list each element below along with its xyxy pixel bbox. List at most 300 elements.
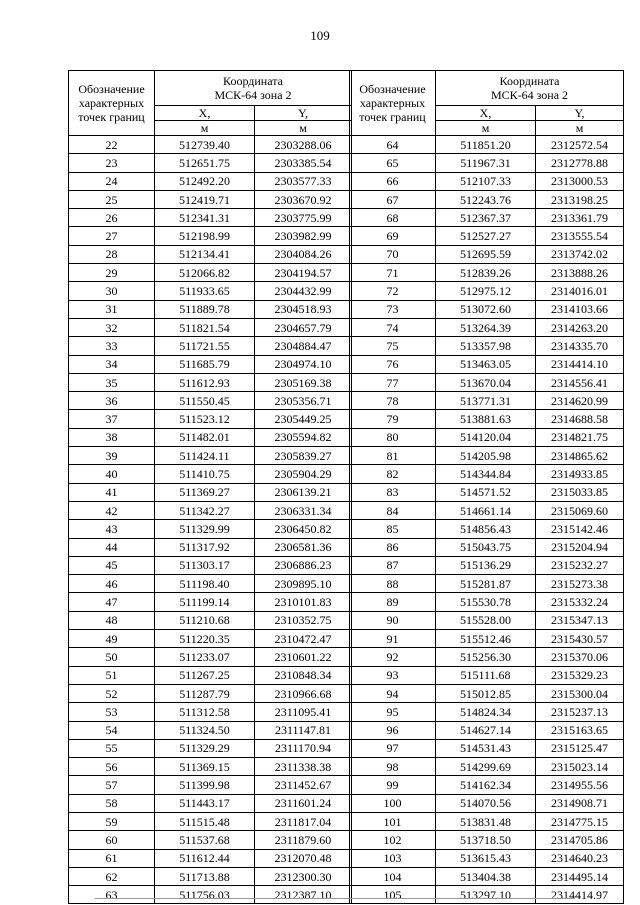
table-row bbox=[350, 483, 624, 501]
point-number: 40 bbox=[69, 465, 155, 483]
x-value: 512527.27 bbox=[436, 227, 536, 245]
x-value: 511685.79 bbox=[155, 355, 255, 373]
point-number: 101 bbox=[350, 812, 436, 830]
coordinate-system: МСК-64 зона 2 bbox=[214, 88, 292, 102]
y-value: 2304884.47 bbox=[255, 337, 352, 355]
y-value: 2310472.47 bbox=[255, 630, 352, 648]
x-value: 515012.85 bbox=[436, 684, 536, 702]
x-value: 511889.78 bbox=[155, 300, 255, 318]
y-value: 2306450.82 bbox=[255, 520, 352, 538]
x-value: 512695.59 bbox=[436, 245, 536, 263]
x-value: 513831.48 bbox=[436, 812, 536, 830]
y-value: 2310848.34 bbox=[255, 666, 352, 684]
y-value: 2314821.75 bbox=[536, 428, 624, 446]
y-value: 2312387.10 bbox=[255, 886, 352, 904]
y-value: 2311601.24 bbox=[255, 794, 352, 812]
y-value: 2310101.83 bbox=[255, 593, 352, 611]
x-value: 511612.93 bbox=[155, 373, 255, 391]
coordinate-system: МСК-64 зона 2 bbox=[490, 88, 569, 102]
x-value: 512107.33 bbox=[436, 172, 536, 190]
y-value: 2314908.71 bbox=[536, 794, 624, 812]
x-value: 511933.65 bbox=[155, 282, 255, 300]
y-value: 2312778.88 bbox=[536, 154, 624, 172]
y-value: 2304518.93 bbox=[255, 300, 352, 318]
x-value: 515512.46 bbox=[436, 630, 536, 648]
point-number: 74 bbox=[350, 318, 436, 336]
coordinates-table-left bbox=[68, 70, 352, 904]
y-value: 2305169.38 bbox=[255, 373, 352, 391]
point-number: 62 bbox=[69, 867, 155, 885]
point-number: 57 bbox=[69, 776, 155, 794]
x-header: X, bbox=[436, 106, 536, 121]
x-value: 515256.30 bbox=[436, 648, 536, 666]
table-row bbox=[69, 538, 352, 556]
x-value: 515528.00 bbox=[436, 611, 536, 629]
y-value: 2313361.79 bbox=[536, 209, 624, 227]
table-row bbox=[350, 520, 624, 538]
x-value: 511523.12 bbox=[155, 410, 255, 428]
y-value: 2305594.82 bbox=[255, 428, 352, 446]
x-value: 514531.43 bbox=[436, 739, 536, 757]
table-row bbox=[350, 556, 624, 574]
table-row bbox=[69, 849, 352, 867]
x-value: 511443.17 bbox=[155, 794, 255, 812]
point-number: 28 bbox=[69, 245, 155, 263]
table-row bbox=[69, 794, 352, 812]
y-value: 2314263.20 bbox=[536, 318, 624, 336]
y-value: 2305449.25 bbox=[255, 410, 352, 428]
table-row bbox=[350, 575, 624, 593]
y-value: 2314865.62 bbox=[536, 447, 624, 465]
x-value: 511515.48 bbox=[155, 812, 255, 830]
y-value: 2306139.21 bbox=[255, 483, 352, 501]
x-value: 513881.63 bbox=[436, 410, 536, 428]
y-value: 2304974.10 bbox=[255, 355, 352, 373]
table-row bbox=[350, 410, 624, 428]
table-row bbox=[350, 867, 624, 885]
x-value: 512492.20 bbox=[155, 172, 255, 190]
table-row bbox=[350, 666, 624, 684]
point-number: 24 bbox=[69, 172, 155, 190]
table-row bbox=[69, 684, 352, 702]
table-row bbox=[69, 831, 352, 849]
point-number: 91 bbox=[350, 630, 436, 648]
y-value: 2312300.30 bbox=[255, 867, 352, 885]
x-value: 511482.01 bbox=[155, 428, 255, 446]
y-value: 2311170.94 bbox=[255, 739, 352, 757]
y-value: 2314775.15 bbox=[536, 812, 624, 830]
table-row bbox=[69, 154, 352, 172]
point-number: 85 bbox=[350, 520, 436, 538]
y-value: 2314016.01 bbox=[536, 282, 624, 300]
x-unit: м bbox=[155, 121, 255, 136]
point-number: 105 bbox=[350, 886, 436, 904]
table-row bbox=[69, 666, 352, 684]
point-number: 77 bbox=[350, 373, 436, 391]
x-value: 514661.14 bbox=[436, 501, 536, 519]
point-number: 48 bbox=[69, 611, 155, 629]
table-row bbox=[350, 812, 624, 830]
point-number: 84 bbox=[350, 501, 436, 519]
point-number: 83 bbox=[350, 483, 436, 501]
table-row bbox=[350, 776, 624, 794]
point-number: 76 bbox=[350, 355, 436, 373]
point-number: 22 bbox=[69, 136, 155, 154]
x-value: 514070.56 bbox=[436, 794, 536, 812]
y-value: 2314335.70 bbox=[536, 337, 624, 355]
point-number: 104 bbox=[350, 867, 436, 885]
point-number: 44 bbox=[69, 538, 155, 556]
table-row bbox=[350, 703, 624, 721]
y-value: 2311817.04 bbox=[255, 812, 352, 830]
y-value: 2309895.10 bbox=[255, 575, 352, 593]
point-number: 52 bbox=[69, 684, 155, 702]
point-number: 89 bbox=[350, 593, 436, 611]
point-number: 53 bbox=[69, 703, 155, 721]
table-row bbox=[350, 794, 624, 812]
y-value: 2314688.58 bbox=[536, 410, 624, 428]
x-value: 514824.34 bbox=[436, 703, 536, 721]
point-number: 55 bbox=[69, 739, 155, 757]
point-number: 31 bbox=[69, 300, 155, 318]
table-row bbox=[69, 739, 352, 757]
table-row bbox=[350, 538, 624, 556]
table-row bbox=[350, 648, 624, 666]
point-number: 68 bbox=[350, 209, 436, 227]
table-row bbox=[69, 245, 352, 263]
x-value: 514344.84 bbox=[436, 465, 536, 483]
y-value: 2315069.60 bbox=[536, 501, 624, 519]
x-unit: м bbox=[436, 121, 536, 136]
y-value: 2303670.92 bbox=[255, 190, 352, 208]
x-value: 512243.76 bbox=[436, 190, 536, 208]
y-header: Y, bbox=[536, 106, 624, 121]
coordinates-body-left bbox=[69, 136, 352, 904]
x-value: 513072.60 bbox=[436, 300, 536, 318]
point-number: 41 bbox=[69, 483, 155, 501]
x-value: 511312.58 bbox=[155, 703, 255, 721]
y-value: 2306886.23 bbox=[255, 556, 352, 574]
table-row bbox=[350, 245, 624, 263]
y-value: 2310966.68 bbox=[255, 684, 352, 702]
point-number: 56 bbox=[69, 758, 155, 776]
y-value: 2303775.99 bbox=[255, 209, 352, 227]
table-row bbox=[69, 630, 352, 648]
table-row bbox=[350, 136, 624, 154]
x-value: 511199.14 bbox=[155, 593, 255, 611]
x-value: 511303.17 bbox=[155, 556, 255, 574]
y-value: 2315347.13 bbox=[536, 611, 624, 629]
point-number: 100 bbox=[350, 794, 436, 812]
point-number: 71 bbox=[350, 264, 436, 282]
page-number: 109 bbox=[310, 28, 330, 43]
y-value: 2310352.75 bbox=[255, 611, 352, 629]
coordinate-header bbox=[155, 71, 352, 106]
table-row bbox=[350, 373, 624, 391]
coordinate-title: Координата bbox=[499, 74, 560, 88]
point-number: 72 bbox=[350, 282, 436, 300]
y-value: 2311452.67 bbox=[255, 776, 352, 794]
x-value: 513771.31 bbox=[436, 392, 536, 410]
x-value: 511210.68 bbox=[155, 611, 255, 629]
y-value: 2315142.46 bbox=[536, 520, 624, 538]
x-value: 511342.27 bbox=[155, 501, 255, 519]
x-value: 511317.92 bbox=[155, 538, 255, 556]
point-number: 78 bbox=[350, 392, 436, 410]
point-number: 97 bbox=[350, 739, 436, 757]
table-row bbox=[350, 190, 624, 208]
table-row bbox=[350, 739, 624, 757]
x-value: 513357.98 bbox=[436, 337, 536, 355]
coordinates-body-right bbox=[350, 136, 624, 904]
point-number: 99 bbox=[350, 776, 436, 794]
point-number: 75 bbox=[350, 337, 436, 355]
x-value: 513718.50 bbox=[436, 831, 536, 849]
x-value: 511324.50 bbox=[155, 721, 255, 739]
table-row bbox=[69, 776, 352, 794]
x-value: 511267.25 bbox=[155, 666, 255, 684]
y-value: 2313000.53 bbox=[536, 172, 624, 190]
y-value: 2315163.65 bbox=[536, 721, 624, 739]
point-number: 96 bbox=[350, 721, 436, 739]
x-value: 513297.10 bbox=[436, 886, 536, 904]
table-row bbox=[350, 501, 624, 519]
point-number: 60 bbox=[69, 831, 155, 849]
y-value: 2304657.79 bbox=[255, 318, 352, 336]
point-number: 73 bbox=[350, 300, 436, 318]
y-value: 2305904.29 bbox=[255, 465, 352, 483]
point-number: 82 bbox=[350, 465, 436, 483]
point-number: 35 bbox=[69, 373, 155, 391]
point-number: 63 bbox=[69, 886, 155, 904]
x-value: 514162.34 bbox=[436, 776, 536, 794]
table-row bbox=[69, 190, 352, 208]
table-row bbox=[69, 209, 352, 227]
point-number: 38 bbox=[69, 428, 155, 446]
point-number: 102 bbox=[350, 831, 436, 849]
y-value: 2314414.97 bbox=[536, 886, 624, 904]
point-number: 103 bbox=[350, 849, 436, 867]
designation-header: Обозначение характерных точек границ bbox=[69, 71, 155, 136]
point-number: 65 bbox=[350, 154, 436, 172]
point-number: 86 bbox=[350, 538, 436, 556]
x-value: 512341.31 bbox=[155, 209, 255, 227]
point-number: 93 bbox=[350, 666, 436, 684]
table-row bbox=[69, 721, 352, 739]
y-value: 2314556.41 bbox=[536, 373, 624, 391]
y-value: 2314414.10 bbox=[536, 355, 624, 373]
point-number: 46 bbox=[69, 575, 155, 593]
table-row bbox=[69, 483, 352, 501]
table-row bbox=[350, 355, 624, 373]
x-value: 511967.31 bbox=[436, 154, 536, 172]
x-value: 511424.11 bbox=[155, 447, 255, 465]
table-row bbox=[350, 428, 624, 446]
y-value: 2315125.47 bbox=[536, 739, 624, 757]
point-number: 64 bbox=[350, 136, 436, 154]
x-header: X, bbox=[155, 106, 255, 121]
x-value: 511550.45 bbox=[155, 392, 255, 410]
x-value: 511220.35 bbox=[155, 630, 255, 648]
x-value: 511851.20 bbox=[436, 136, 536, 154]
point-number: 30 bbox=[69, 282, 155, 300]
table-row bbox=[350, 318, 624, 336]
table-row bbox=[69, 703, 352, 721]
x-value: 514205.98 bbox=[436, 447, 536, 465]
point-number: 36 bbox=[69, 392, 155, 410]
y-value: 2315329.23 bbox=[536, 666, 624, 684]
x-value: 512066.82 bbox=[155, 264, 255, 282]
x-value: 515043.75 bbox=[436, 538, 536, 556]
y-value: 2315232.27 bbox=[536, 556, 624, 574]
table-row bbox=[69, 648, 352, 666]
table-row bbox=[350, 465, 624, 483]
coordinate-header bbox=[436, 71, 624, 106]
table-row bbox=[350, 337, 624, 355]
designation-header: Обозначение характерных точек границ bbox=[350, 71, 436, 136]
y-value: 2310601.22 bbox=[255, 648, 352, 666]
point-number: 58 bbox=[69, 794, 155, 812]
x-value: 511287.79 bbox=[155, 684, 255, 702]
point-number: 59 bbox=[69, 812, 155, 830]
y-value: 2313742.02 bbox=[536, 245, 624, 263]
y-value: 2315237.13 bbox=[536, 703, 624, 721]
table-row bbox=[69, 337, 352, 355]
x-value: 511713.88 bbox=[155, 867, 255, 885]
x-value: 511612.44 bbox=[155, 849, 255, 867]
x-value: 513404.38 bbox=[436, 867, 536, 885]
point-number: 81 bbox=[350, 447, 436, 465]
point-number: 43 bbox=[69, 520, 155, 538]
table-row bbox=[69, 556, 352, 574]
y-value: 2314495.14 bbox=[536, 867, 624, 885]
y-header: Y, bbox=[255, 106, 352, 121]
table-row bbox=[69, 520, 352, 538]
table-row bbox=[350, 154, 624, 172]
point-number: 37 bbox=[69, 410, 155, 428]
point-number: 23 bbox=[69, 154, 155, 172]
y-value: 2314933.85 bbox=[536, 465, 624, 483]
table-row bbox=[69, 300, 352, 318]
y-value: 2315204.94 bbox=[536, 538, 624, 556]
y-value: 2305356.71 bbox=[255, 392, 352, 410]
y-value: 2315273.38 bbox=[536, 575, 624, 593]
table-row bbox=[69, 172, 352, 190]
x-value: 512739.40 bbox=[155, 136, 255, 154]
y-value: 2313555.54 bbox=[536, 227, 624, 245]
x-value: 511537.68 bbox=[155, 831, 255, 849]
x-value: 511399.98 bbox=[155, 776, 255, 794]
table-row bbox=[350, 630, 624, 648]
x-value: 511369.27 bbox=[155, 483, 255, 501]
x-value: 513670.04 bbox=[436, 373, 536, 391]
x-value: 511410.75 bbox=[155, 465, 255, 483]
y-value: 2303982.99 bbox=[255, 227, 352, 245]
point-number: 50 bbox=[69, 648, 155, 666]
table-row bbox=[350, 282, 624, 300]
y-value: 2303288.06 bbox=[255, 136, 352, 154]
x-value: 513615.43 bbox=[436, 849, 536, 867]
point-number: 94 bbox=[350, 684, 436, 702]
y-value: 2304194.57 bbox=[255, 264, 352, 282]
point-number: 61 bbox=[69, 849, 155, 867]
point-number: 25 bbox=[69, 190, 155, 208]
point-number: 92 bbox=[350, 648, 436, 666]
y-value: 2304084.26 bbox=[255, 245, 352, 263]
y-value: 2313198.25 bbox=[536, 190, 624, 208]
x-value: 511233.07 bbox=[155, 648, 255, 666]
point-number: 26 bbox=[69, 209, 155, 227]
point-number: 34 bbox=[69, 355, 155, 373]
point-number: 32 bbox=[69, 318, 155, 336]
table-row bbox=[350, 300, 624, 318]
table-row bbox=[69, 355, 352, 373]
x-value: 511721.55 bbox=[155, 337, 255, 355]
y-value: 2311095.41 bbox=[255, 703, 352, 721]
table-row bbox=[350, 392, 624, 410]
y-value: 2314705.86 bbox=[536, 831, 624, 849]
point-number: 33 bbox=[69, 337, 155, 355]
x-value: 512198.99 bbox=[155, 227, 255, 245]
x-value: 511329.29 bbox=[155, 739, 255, 757]
table-row bbox=[350, 611, 624, 629]
table-row bbox=[69, 410, 352, 428]
y-value: 2306581.36 bbox=[255, 538, 352, 556]
point-number: 67 bbox=[350, 190, 436, 208]
point-number: 80 bbox=[350, 428, 436, 446]
x-value: 511821.54 bbox=[155, 318, 255, 336]
point-number: 39 bbox=[69, 447, 155, 465]
table-row bbox=[69, 227, 352, 245]
table-row bbox=[69, 886, 352, 904]
x-value: 513463.05 bbox=[436, 355, 536, 373]
point-number: 88 bbox=[350, 575, 436, 593]
x-value: 515111.68 bbox=[436, 666, 536, 684]
x-value: 514571.52 bbox=[436, 483, 536, 501]
y-value: 2315332.24 bbox=[536, 593, 624, 611]
table-row bbox=[69, 501, 352, 519]
table-row bbox=[350, 721, 624, 739]
x-value: 512419.71 bbox=[155, 190, 255, 208]
y-value: 2312070.48 bbox=[255, 849, 352, 867]
table-row bbox=[350, 172, 624, 190]
y-value: 2315023.14 bbox=[536, 758, 624, 776]
x-value: 515530.78 bbox=[436, 593, 536, 611]
x-value: 512134.41 bbox=[155, 245, 255, 263]
y-value: 2313888.26 bbox=[536, 264, 624, 282]
y-value: 2315300.04 bbox=[536, 684, 624, 702]
point-number: 87 bbox=[350, 556, 436, 574]
table-row bbox=[350, 264, 624, 282]
y-value: 2303385.54 bbox=[255, 154, 352, 172]
y-value: 2314955.56 bbox=[536, 776, 624, 794]
table-row bbox=[69, 428, 352, 446]
x-value: 511198.40 bbox=[155, 575, 255, 593]
table-row bbox=[69, 758, 352, 776]
bottom-rule bbox=[95, 898, 575, 899]
table-row bbox=[350, 209, 624, 227]
table-row bbox=[350, 447, 624, 465]
point-number: 45 bbox=[69, 556, 155, 574]
y-value: 2311147.81 bbox=[255, 721, 352, 739]
y-value: 2303577.33 bbox=[255, 172, 352, 190]
table-row bbox=[69, 867, 352, 885]
x-value: 511756.03 bbox=[155, 886, 255, 904]
point-number: 95 bbox=[350, 703, 436, 721]
point-number: 29 bbox=[69, 264, 155, 282]
x-value: 514627.14 bbox=[436, 721, 536, 739]
point-number: 79 bbox=[350, 410, 436, 428]
